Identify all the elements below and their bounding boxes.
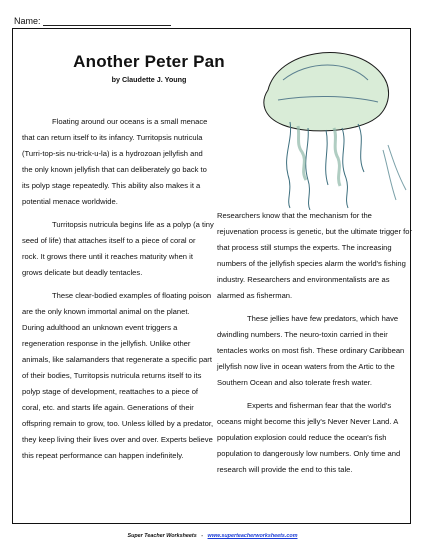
footer-url-link[interactable]: www.superteacherworksheets.com [207,533,298,539]
article-byline: by Claudette J. Young [111,75,187,84]
paragraph: These clear-bodied examples of floating poison are the only known immortal animal on the planet. During adulthood an unknown event triggers a regeneration response in the jellyfish. Unlike other animals, like salamanders that regenerate a specific part of their bodies, Turritopsis nutricula returns itself to its polyp stage of development, reattaches to a piece of coral, etc. and starts life again. Generations of their offspring remain to grow, too. Unless killed by a predator, they keep living their lives over and over. Experts believe this repeat performance can happen indefinitely. [22,291,214,460]
name-blank-line[interactable] [43,16,171,26]
footer [0,533,425,539]
jellyfish-illustration [238,40,414,210]
paragraph: Floating around our oceans is a small menace that can return itself to its infancy. Turritopsis nutricula (Turri-top-sis nu-trick-u-la) is a hydrozoan jellyfish and the only known jellyfish that can deliberately go back to its polyp stage repeatedly. This ability also makes it a potential menace worldwide. [22,117,208,206]
article-column-right [217,208,412,485]
footer-brand: Super Teacher Worksheets [127,533,197,539]
footer-separator: - [201,533,204,539]
paragraph: Researchers know that the mechanism for the rejuvenation process is genetic, but the ultimate trigger for that process still stumps the experts. The increasing numbers of the jellyfish species alarm the world's fishing industry. Researchers and environmentalists are as alarmed as fisherman. [217,211,413,300]
paragraph: Experts and fisherman fear that the world's oceans might become this jelly's Never Never Land. A population explosion could reduce the ocean's fish population to dangerously low numbers. Only time and research will provide the end to this tale. [217,401,401,474]
article-title: Another Peter Pan [73,52,225,71]
name-field [14,16,171,26]
name-label: Name: [14,16,41,26]
article-column-left [22,114,214,471]
paragraph: Turritopsis nutricula begins life as a polyp (a tiny seed of life) that attaches itself to a piece of coral or rock. It grows there until it reaches maturity when it grows delicate but deadly tentacles. [22,220,214,277]
paragraph: These jellies have few predators, which have dwindling numbers. The neuro-toxin carried in their tentacles works on most fish. These ordinary Caribbean jellyfish now live in ocean waters from the Artic to the Southern Ocean and also tolerate fresh water. [217,314,405,387]
